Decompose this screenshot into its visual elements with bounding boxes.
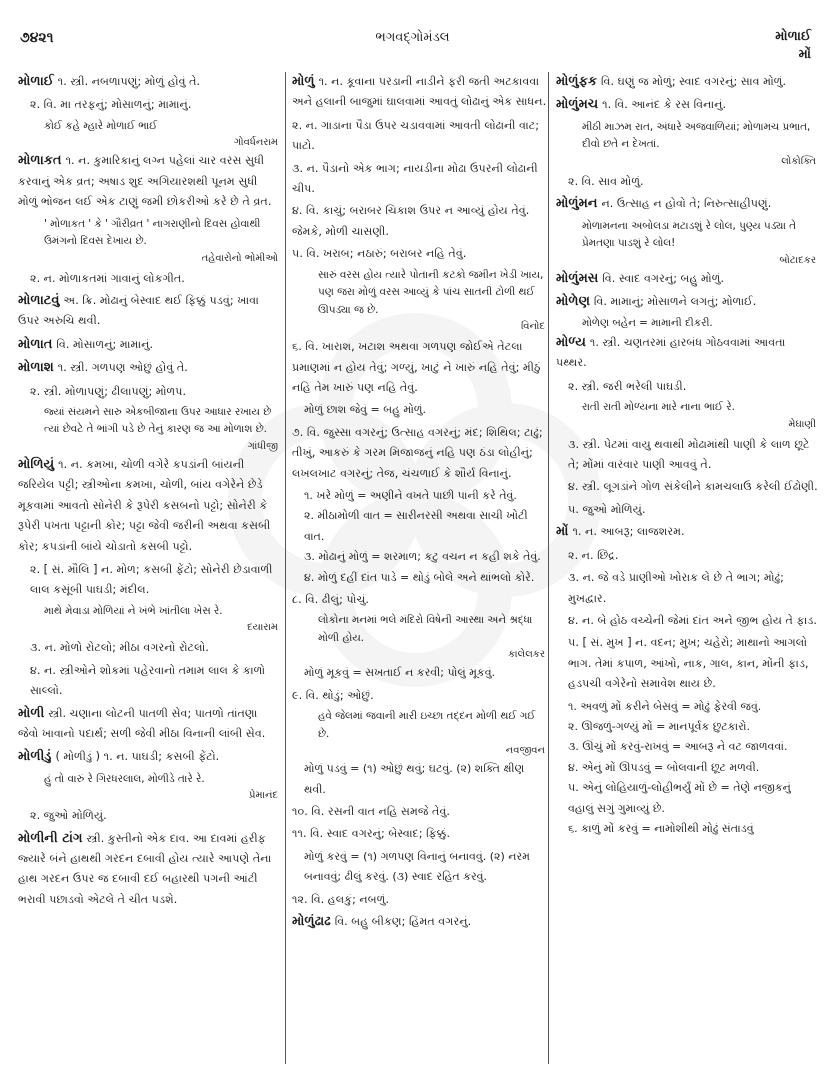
quotation: મીઠી માઝમ રાત, અંધારે અજવાળિયાં; મોળામચ પ્રભાત, દીવો છતે ન દેખતાં. [582,120,811,151]
definition-text: વિ. ઘણું જ મોળું; સ્વાદ વગરનું; સાવ મોળું. [601,75,787,88]
dictionary-entry [292,72,547,113]
column-divider [548,72,549,1064]
definition-text: ૧. ન. આબરૂ; લાજશરમ. [572,525,685,539]
sense-line: ૨. વિ. મા તરફનું; મોસાળનું; મામાનું. [30,98,192,112]
dictionary-entry [18,291,280,332]
quotation: મોળામનના અબોલડા મટાડશું રે લોલ, પુણ્ય પડ્યા તે પ્રેમતણા પાડશું રે લોલ! [582,219,797,250]
sense-line: ૨. ન. મોળાકતમાં ગાવાનું લોકગીત. [30,271,185,285]
dictionary-entry [556,333,818,374]
headword: મોળુંમન [556,196,598,212]
sense-line: ૧૦. વિ. રસની વાત નહિ સમજે તેવું. [292,805,450,819]
idiom-line: ૩. ઊંચું મોં કરવું-રાખવું = આબરૂ ને વટ જાળવવાં. [568,740,788,754]
dictionary-entry [18,829,280,911]
idiom-line: ૪. એનું મોં ઊપડવું = બોલવાની છૂટ મળવી. [568,760,760,774]
idiom-line: ૩. મોઢાનું મોળું = શરમાળ; કટુ વચન ન કહી શકે તેવું. [304,550,541,564]
idiom-line: ૨. મીઠામોળી વાત = સારીનરસી અથવા સાચી ખોટી વાત. [304,509,528,543]
sense-line: ૩. ન. જે વડે પ્રાણીઓ ખોરાક લે છે તે ભાગ; મોઢું; મુખદ્વાર. [568,571,784,605]
headword: મોળુંમસ [556,270,599,286]
dictionary-entry [18,335,280,355]
dictionary-entry [292,912,547,932]
quotation: હું તો વારું રે ગિરધરલાલ, મોળીડે તારે રે. [44,772,205,785]
definition-text: સ્ત્રી. ચણાના લોટની પાતળી સેવ; પાતળો તાંતણા જેવો ખાવાનો પદાર્થ; સળી જેવી મીઠા વિનાની લાંબી સેવ. [18,706,266,740]
headword: મોળાકત [18,153,62,169]
quote-source: પ્રેમાનંદ [248,790,278,802]
quote-source: નવજીવન [505,745,545,757]
idiom-line: ૬. કાળું મોં કરવું = નામોશીથી મોઢું સંતાડવું [568,821,754,835]
dictionary-entry [556,292,818,312]
headword: મોળુંઢાઢ [292,914,331,930]
dictionary-entry [556,522,818,542]
column-divider [285,72,286,1064]
sense-line: ૪. ન. સ્ત્રીઓને શોકમાં પહેરવાનો તમામ લાલ કે કાળો સાલ્લો. [30,663,266,698]
headword: મોળું [292,74,315,89]
sense-line: ૨. જુઓ મોળિયું. [30,809,107,823]
definition-text: સ્ત્રી. કુસ્તીનો એક દાવ. આ દાવમાં હરીફ જ્યારે બંને હાથથી ગરદન દબાવી હોય ત્યારે આપણે તેના હાથ ગરદન ઉપર જ દબાવી દઈ બહારથી પગની આંટી ભરાવી પછાડવો એટલે તે ચીત પડશે. [18,831,272,906]
quote-source: ગાંધીજી [247,440,278,452]
definition-text: ૧. સ્ત્રી. ચણતરમાં હારબંધ ગોઠવવામાં આવતા પથ્થર. [556,335,786,370]
dictionary-entry [18,704,280,745]
idiom-line: ૨. ઊજળું-ગળ્યું મોં = માનપૂર્વક છુટકારો. [568,719,751,733]
quotation: લોકોના મનમાં ભલે મંદિરો વિષેની આસ્થા અને શ્રદ્ધા મોળી હોય. [318,614,533,644]
sense-line: ૨. વિ. સાવ મોળું. [568,174,644,188]
definition-text: ૧. ન. કૂવાના પરડાની નાડીને ફરી જતી અટકાવવા અને હલાની બાજુમાં ઘાલવામાં આવતું લોઢાનું એક સાધન. [292,75,547,109]
idiom-line: ૧. ખરે મોળું = અણીને વખતે પાછી પાની કરે તેવું. [304,489,517,502]
quotation: મોળેણ બહેન = મામાની દીકરી. [582,317,713,330]
sense-line: ૧૧. વિ. સ્વાદ વગરનું; બેસ્વાદ; ફિક્કું. [292,827,451,841]
quote-source: ગોવર્ધનરામ [233,137,278,149]
quote-source: વિનોદ [520,321,545,333]
column-1 [18,72,280,1078]
quote-source: તહેવારોનો ભોમીઓ [201,252,278,264]
headword: મોળીડું [18,749,52,765]
definition-text: ૧. ન. કુમારિકાનું લગ્ન પહેલાં ચાર વરસ સુધી કરવાનું એક વ્રત; અષાડ શુદ અગિયારશથી પૂનમ સુધી મોળું ભોજન લઈ એક ટાણું જમી છોકરીઓ કરે છે તે વ્રત. [18,154,272,209]
headword: મોળી [18,705,45,721]
sense-line: ૪. સ્ત્રી. લૂગડાંને ગોળ સંકેલીને કામચલાઉ કરેલી ઈંઢોણી. [568,480,818,494]
sense-line: ૨. ન. ગાડાના પૈડા ઉપર ચડાવવામાં આવતી લોઢાની વાટ; પાટો. [292,118,540,153]
idiom-line: ૧. અવળું મોં કરીને બેસવું = મોઢું ફેરવી જવું. [568,699,762,713]
dictionary-entry [556,72,818,92]
sense-line: ૩. સ્ત્રી. પેટમાં વાયુ થવાથી મોઢામાંથી પાણી કે લાળ છૂટે તે; મોંમાં વારંવાર પાણી આવવું તે. [568,437,810,472]
dictionary-entry [18,455,280,557]
quotation: માથે મેવાડા મોળિયાં ને ખંભે ખાંતીલા ખેસ રે. [44,604,223,617]
dictionary-entry [556,269,818,289]
sense-line: ૨. સ્ત્રી. મોળાપણું; ઢીલાપણું; મોળપ. [30,384,187,398]
dictionary-entry [18,151,280,212]
definition-text: ( મોળીડું ) ૧. ન. પાઘડી; કસબી ફેંટો. [55,750,220,764]
idiom-line: મોળું છાશ જેવું = બહુ મોળું. [304,403,426,417]
quotation: કોઈ કહે મ્હારે મોળાઈ ભાઈ [44,119,158,132]
dictionary-entry [18,72,280,92]
sense-line: ૨. ન. છિદ્ર. [568,548,619,562]
sense-line: ૯. વિ. થોડું; ઓછું. [292,688,374,702]
headword: મોં [556,524,569,540]
quote-source: લોકોક્તિ [781,155,816,167]
definition-text: ૧. વિ. આનંદ કે રસ વિનાનું. [602,98,727,112]
quotation: ' મોળાકત ' કે ' ગૌરીવ્રત ' નાગરાણીનો દિવસ હોવાથી ઉમંગનો દિવસ દેખાય છે. [44,217,261,248]
quotation: હવે જેલમાં જવાની મારી ઇચ્છા તદ્દન મોળી થઈ ગઈ છે. [318,710,536,740]
dictionary-entry [556,95,818,115]
sense-line: ૩. ન. મોળો રોટલો; મીઠા વગરનો રોટલો. [30,641,209,655]
dictionary-entry [18,358,280,378]
dictionary-entry [556,194,818,214]
quote-source: કાલેલકર [508,649,545,661]
guide-word-first: મોળાઈ [775,29,811,44]
idiom-line: ૪. મોળું દહીં દાંત પાડે = થોડું બોલે અને થાંભલો કોરે. [304,570,535,584]
column-2 [292,72,547,1078]
definition-text: વિ. મોસાળનું; મામાનું. [56,337,154,351]
definition-text: ૧. સ્ત્રી. ગળપણ ઓછું હોવું તે. [57,361,188,375]
definition-text: વિ. મામાનું; મોસાળને લગતું; મોળાઈ. [593,295,757,309]
headword: મોળેણ [556,294,590,310]
book-title: ભગવદ્ગોમંડલ [375,30,450,45]
sense-line: ૭. વિ. જુસ્સા વગરનું; ઉત્સાહ વગરનું; મંદ; શિથિલ; ટાઢું; તીખું, આકરું કે ગરમ મિજાજનું નહિ પણ ઠંડા લોહીનું; લખલખાટ વગરનું; તેજ, ચંચળાઈ કે શૌર્ય વિનાનું. [292,425,543,480]
idiom-line: મોળું પડવું = (૧) ઓછું થવું; ઘટવું. (૨) શક્તિ ક્ષીણ થવી. [304,762,525,796]
sense-line: ૩. ન. પૈડાનો એક ભાગ; નાયડીના મોઢા ઉપરની લોઢાની ચીપ. [292,161,538,196]
guide-words [775,28,811,64]
quotation: જ્યાં સંયમને સારુ એકબીજાના ઉપર આધાર રખાય છે ત્યાં છેવટે તે ભાંગી પડે છે તેનું કારણ જ આ મોળાશ છે. [44,405,272,436]
sense-line: ૪. ન. બે હોઠ વચ્ચેની જેમાં દાંત અને જીભ હોય તે ફાડ. [568,613,817,627]
definition-text: ૧. સ્ત્રી. નબળાપણું; મોળું હોવું તે. [57,75,201,88]
quote-source: બોટાદકર [779,254,816,266]
sense-line: ૫. વિ. ખરાબ; નઠારું; બરાબર નહિ તેવું. [292,247,467,261]
sense-line: ૪. વિ. કાચું; બરાબર ચિકાશ ઉપર ન આવ્યું હોય તેવું. જેમકે, મોળી ચાસણી. [292,204,530,238]
headword: મોળ્ય [556,334,586,350]
headword: મોળાટવું [18,292,60,308]
definition-text: વિ. બહુ બીકણ; હિંમત વગરનું. [334,915,472,929]
headword: મોળાત [18,336,53,352]
idiom-line: ૫. એનું લોહિયાળું-લોહીભર્યું મોં છે = તેણે નજીકનું વહાલું સગું ગુમાવ્યું છે. [568,781,791,815]
sense-line: ૬. વિ. ખારાશ, ખટાશ અથવા ગળપણ જોઈએ તેટલા પ્રમાણમાં ન હોય તેવું; ગળ્યું, ખાટું ને ખારું નહિ તેવું; મીઠું નહિ તેમ ખારું પણ નહિ તેવું. [292,340,541,394]
headword: મોળાશ [18,360,54,376]
quotation: રાતી રાતી મોળ્યના મારે નાના ભાઈ રે. [582,401,735,414]
sense-line: ૫. જુઓ મોળિયું. [568,502,646,516]
sense-line: ૨. સ્ત્રી. જરી ભરેલી પાઘડી. [568,379,687,393]
headword: મોળાઈ [18,74,54,89]
sense-line: ૮. વિ. ઢીલું; પોચું. [292,593,369,607]
dictionary-entry [18,747,280,767]
sense-line: ૧૨. વિ. હલકું; નબળું. [292,892,390,906]
idiom-line: મોળું મૂકવું = સખતાઈ ન કરવી; પોલું મૂકવું. [304,666,496,680]
sense-line: ૫. [ સં. મુખ ] ન. વદન; મુખ; ચહેરો; માથાનો આગલો ભાગ. તેમાં કપાળ, આંખો, નાક, ગાલ, કાન, મોંની ફાડ, હડપચી વગેરેનો સમાવેશ થાય છે. [568,636,809,691]
quote-source: મેઘાણી [788,418,816,430]
definition-text: ન. ઉત્સાહ ન હોવો તે; નિરુત્સાહીપણું. [601,197,772,211]
headword: મોળુંફક [556,74,598,89]
idiom-line: મોળું કરવું = (૧) ગળપણ વિનાનું બનાવવું. (૨) નરમ બનાવવું; ઢીલું કરવું. (૩) સ્વાદ રહિત કરવું. [304,849,530,884]
headword: મોળિયું [18,456,55,472]
headword: મોળીની ટાંગ [18,830,83,846]
quotation: સારું વરસ હોય ત્યારે પોતાની કટકો જમીન ખેડી ખાય, પણ જરા મોળું વરસ આવ્યું કે પાંચ સાતની ટોળી થઈ ઊપડ્યા જ છે. [318,268,544,316]
sense-line: ૨. [ સં. મૌલિ ] ન. મોળ; કસબી ફેંટો; સોનેરી છેડાવાળી લાલ કસૂંબી પાઘડી; મંદીલ. [30,563,273,597]
definition-text: ૧. ન. કમખા, ચોળી વગેરે કપડાંની બાંયની જરિયેલ પટ્ટી; સ્ત્રીઓના કમખા, ચોળી, બાંય વગેરેને છેડે મૂકવામાં આવતો સોનેરી કે રૂપેરી કસબનો પટ્ટો; સોનેરી કે રૂપેરી પખતા પટ્ટાની કોર; પટ્ટા જેવી જરીની અથવા કસબી કોર; કપડાંની બાંયે ચોડાતો કસબી પટ્ટો. [18,457,271,553]
page-header [0,26,825,66]
column-3 [556,72,818,1078]
headword: મોળુંમચ [556,97,599,113]
definition-text: વિ. સ્વાદ વગરનું; બહુ મોળું. [602,271,725,285]
page-number: ૭૪૨૧ [20,30,54,46]
definition-text: અ. ક્રિ. મોઢાનું બેસ્વાદ થઈ ફિક્કું પડવું; ખાવા ઉપર અરુચિ થવી. [18,293,259,328]
guide-word-last: મોં [798,47,811,62]
quote-source: દયારામ [247,622,278,634]
